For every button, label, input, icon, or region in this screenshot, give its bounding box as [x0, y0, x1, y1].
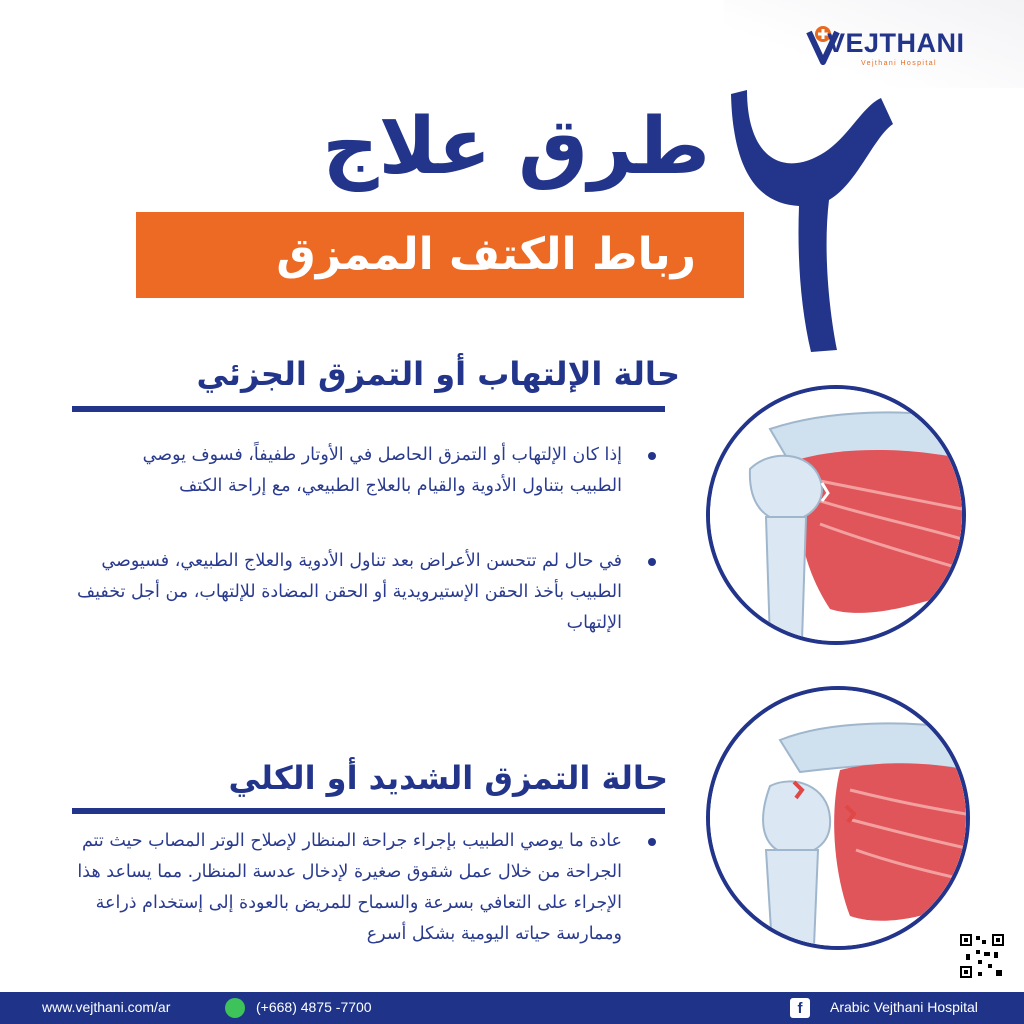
bullet-dot — [648, 558, 656, 566]
website-link[interactable]: www.vejthani.com/ar — [42, 999, 171, 1015]
bullet-text: عادة ما يوصي الطبيب بإجراء جراحة المنظار لإصلاح الوتر المصاب حيث تتم الجراحة من خلال عمل شقوق صغيرة لإدخال عدسة المنظار. مما يساعد هذا الإجراء على التعافي بسرعة والسماح للمريض بالعودة إلى إستخدام ذراعة وممارسة حياته اليومية بشكل أسرع — [77, 831, 622, 944]
facebook-page-link[interactable]: Arabic Vejthani Hospital — [830, 999, 978, 1015]
shoulder-anatomy-icon — [710, 389, 962, 641]
logo-wordmark: VEJTHANI — [827, 28, 965, 58]
logo-subtitle: Vejthani Hospital — [861, 60, 937, 67]
section-heading-partial-tear: حالة الإلتهاب أو التمزق الجزئي — [196, 355, 680, 393]
facebook-icon: f — [790, 998, 810, 1018]
bullet-dot — [648, 838, 656, 846]
bullet-text: إذا كان الإلتهاب أو التمزق الحاصل في الأوتار طفيفاً، فسوف يوصي الطبيب بتناول الأدوية والقيام بالعلاج الطبيعي، مع إراحة الكتف — [142, 445, 622, 496]
list-item — [96, 440, 622, 502]
footer-bar — [0, 992, 1024, 1024]
whatsapp-icon — [225, 998, 245, 1018]
complete-tear-shoulder-illustration — [706, 686, 970, 950]
list-item — [72, 546, 622, 639]
qr-code-icon — [958, 932, 1006, 980]
section-heading-complete-tear: حالة التمزق الشديد أو الكلي — [228, 759, 668, 797]
heading-divider — [72, 808, 665, 814]
heading-divider — [72, 406, 665, 412]
bullet-text: في حال لم تتحسن الأعراض بعد تناول الأدوية والعلاج الطبيعي، فسيوصي الطبيب بأخذ الحقن الإستيرويدية أو الحقن المضادة للإلتهاب، من أجل تخفيف الإلتهاب — [77, 551, 622, 633]
phone-number[interactable]: (+668) 4875 -7700 — [256, 999, 372, 1015]
page-title: طرق علاج — [322, 102, 710, 192]
banner-text: رباط الكتف الممزق — [276, 229, 696, 280]
arabic-numeral-two — [725, 60, 905, 360]
list-item — [70, 826, 622, 950]
partial-tear-shoulder-illustration — [706, 385, 966, 645]
title-banner — [136, 212, 744, 298]
bullet-dot — [648, 452, 656, 460]
shoulder-anatomy-icon — [710, 690, 966, 946]
